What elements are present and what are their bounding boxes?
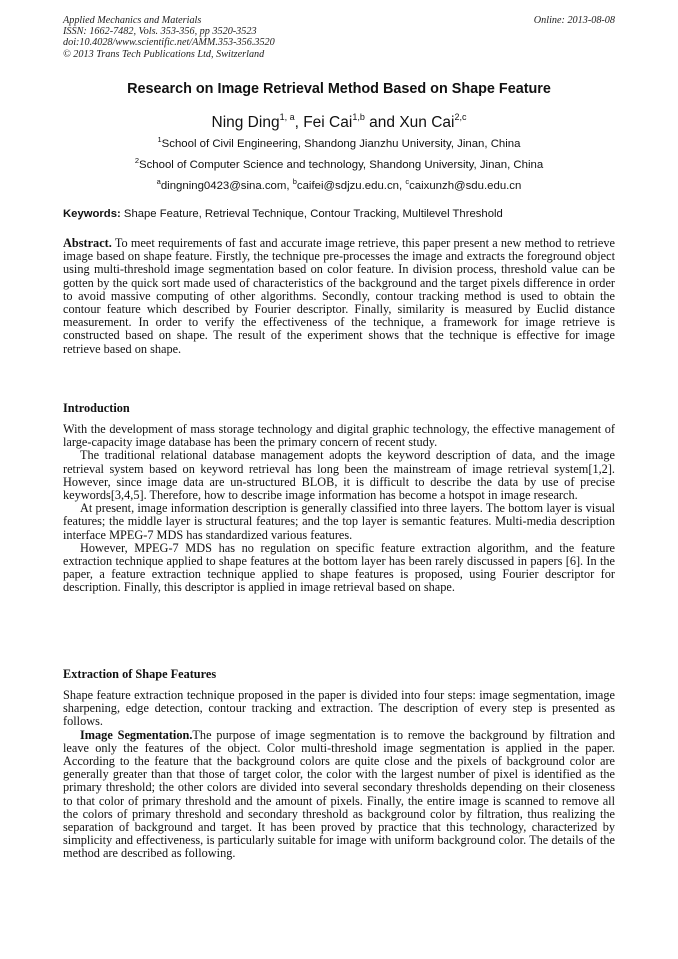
paper-title: Research on Image Retrieval Method Based on Shape Feature [127,81,551,97]
author-affiliation-mark: 2,c [454,112,467,122]
email-address[interactable]: dingning0423@sina.com, [160,180,293,192]
segmentation-paragraph [63,729,615,861]
author-affiliation-mark: 1, a [279,112,295,122]
email-address[interactable]: caifei@sdjzu.edu.cn, [296,180,406,192]
journal-issn: ISSN: 1662-7482, Vols. 353-356, pp 3520-3523 [63,26,257,38]
extraction-paragraph: Shape feature extraction technique proposed in the paper is divided into four steps: image segmentation, image sharpening, edge detection, contour tracking and extraction. The description of every step is presented as follows. [63,688,615,729]
affiliation-text: School of Computer Science and technology, Shandong University, Jinan, China [138,159,544,171]
author-list [0,114,678,132]
affiliation-mark: 1 [157,135,162,144]
author-name: Ning Ding [211,114,280,131]
extraction-body [63,689,615,861]
affiliation [0,135,678,150]
email-mark: a [156,177,161,186]
email-mark: b [292,177,297,186]
intro-paragraph: However, MPEG-7 MDS has no regulation on specific feature extraction algorithm, and the feature extraction technique applied to shape features at the bottom layer has been rarely discussed in papers [6]. In the paper, a feature extraction technique applied to shape features is proposed, using Fourier descriptor for description. Finally, this descriptor is applied in image retrieval based on shape. [63,540,615,595]
journal-header [63,15,275,60]
abstract [63,237,615,356]
abstract-text: To meet requirements of fast and accurate image retrieve, this paper present a new method to retrieve image based on shape feature. Firstly, the technique pre-processes the image and extracts the foreground object using multi-threshold image segmentation based on color feature. In division process, threshold value can be gotten by the quick sort made used of characteristics of the background and the target pixels difference in order to avoid massive computing of other algorithms. Secondly, contour tracking method is used to obtain the contour feature which described by Fourier descriptor. Finally, similarity is measured by Euclid distance measurement. In order to verify the effectiveness of the technique, a framework for image retrieve is constructed based on shape. The result of the experiment shows that the technique is effective for image retrieve based on shape. [63,236,615,356]
author-name: Fei Cai [303,114,353,131]
affiliation [0,156,678,171]
email-list [0,177,678,192]
author-separator: , [294,114,304,131]
section-heading-introduction: Introduction [63,401,130,415]
introduction-body [63,423,615,595]
segmentation-label: Image Segmentation. [80,727,193,742]
keywords [63,208,503,220]
author-affiliation-mark: 1,b [352,112,365,122]
intro-paragraph: At present, image information description is generally classified into three layers. The bottom layer is visual features; the middle layer is structural features; and the top layer is semantic features. Multi-media description interface MPEG-7 MDS has standardized various features. [63,501,615,542]
intro-paragraph: With the development of mass storage technology and digital graphic technology, the effective management of large-capacity image database has been the primary concern of recent study. [63,422,615,450]
email-address[interactable]: caixunzh@sdu.edu.cn [409,180,522,192]
journal-doi: doi:10.4028/www.scientific.net/AMM.353-356.3520 [63,37,275,49]
email-mark: c [405,177,410,186]
keywords-label: Keywords: [63,208,121,220]
affiliation-text: School of Civil Engineering, Shandong Jianzhu University, Jinan, China [161,138,521,150]
keywords-text: Shape Feature, Retrieval Technique, Contour Tracking, Multilevel Threshold [120,208,503,220]
segmentation-text: The purpose of image segmentation is to remove the background by filtration and leave only the features of the object. Color multi-threshold image segmentation is applied in the paper. According to the feature that the background colors are quite close and the pixels of background color are generally greater than that those of target color, the color with the largest number of pixel is identified as the primary threshold; the other colors are divided into several secondary thresholds depending on their closeness to that color of primary threshold and the amount of pixels. Finally, the entire image is scanned to remove all the colors of primary threshold and secondary threshold as background color by filtration, thus realizing the separation of background and target. It has been proved by practice that this technology, characterized by simplicity and effectiveness, is particularly suitable for image with uniform background color. The details of the method are described as following. [63,727,615,861]
affiliation-mark: 2 [134,156,139,165]
online-date: Online: 2013-08-08 [533,15,615,26]
abstract-label: Abstract. [63,236,112,250]
section-heading-extraction: Extraction of Shape Features [63,667,217,681]
author-separator: and [364,114,400,131]
author-name: Xun Cai [399,114,455,131]
intro-paragraph: The traditional relational database management adopts the keyword description of data, and the image retrieval system based on keyword retrieval has long been the mainstream of image retrieval system[1,2]. However, since image data are un-structured BLOB, it is difficult to describe the data by use of precise keywords[3,4,5]. Therefore, how to describe image information has become a hotspot in image research. [63,448,615,503]
journal-name: Applied Mechanics and Materials [63,15,202,26]
journal-copyright: © 2013 Trans Tech Publications Ltd, Switzerland [63,48,265,60]
